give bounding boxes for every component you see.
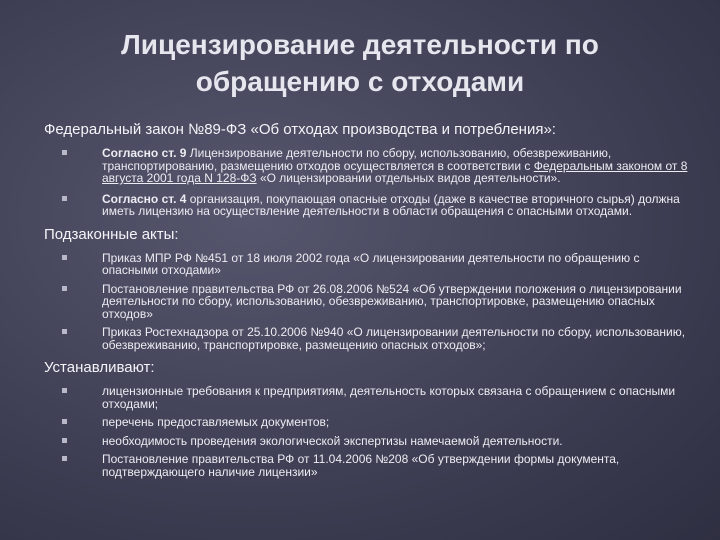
square-bullet-icon (62, 255, 67, 260)
item-text: Приказ Ростехнадзора от 25.10.2006 №940 «О лицензировании деятельности по сбору, использованию, обезвреживанию, транспортировке, размещению опасных отходов»; (102, 325, 686, 352)
list-item (44, 453, 694, 478)
item-text: Постановление правительства РФ от 11.04.2006 №208 «Об утверждении формы документа, подтверждающего наличие лицензии» (102, 452, 620, 479)
item-text: лицензионные требования к предприятиям, деятельность которых связана с обращением с опасными отходами; (102, 384, 676, 411)
list-item (44, 193, 694, 218)
slide-title (40, 26, 680, 100)
law-link[interactable]: Федеральным законом от 8 августа 2001 года N 128-ФЗ (102, 158, 688, 185)
item-text: организация, покупающая опасные отходы (даже в качестве вторичного сырья) должна иметь лицензию на осуществление деятельности в области обращения с опасными отходами. (102, 191, 680, 218)
list-item (44, 326, 694, 351)
title-line-2: обращению с отходами (195, 66, 525, 97)
title-line-1: Лицензирование деятельности по (121, 29, 599, 60)
square-bullet-icon (62, 419, 67, 424)
square-bullet-icon (62, 456, 67, 461)
list-item (44, 385, 694, 410)
list-item (44, 147, 694, 185)
item-text: Лицензирование деятельности по сбору, использованию, обезвреживанию, транспортированию, размещению отходов осуществляется в соответствии с (102, 146, 612, 173)
square-bullet-icon (62, 438, 67, 443)
square-bullet-icon (62, 388, 67, 393)
square-bullet-icon (62, 329, 67, 334)
article-ref: Согласно ст. 9 (102, 146, 187, 160)
section-heading-establish: Устанавливают: (44, 359, 155, 376)
list-item (44, 283, 694, 321)
section-heading-law: Федеральный закон №89-ФЗ «Об отходах производства и потребления»: (44, 121, 556, 138)
item-text: «О лицензировании отдельных видов деятельности». (256, 171, 561, 185)
slide-content (44, 120, 694, 478)
list-item (44, 416, 694, 429)
item-text: Приказ МПР РФ №451 от 18 июля 2002 года «О лицензировании деятельности по обращению с опасными отходами» (102, 250, 640, 277)
square-bullet-icon (62, 286, 67, 291)
list-item (44, 252, 694, 277)
article-ref: Согласно ст. 4 (102, 191, 187, 206)
requirements-list (44, 385, 694, 478)
list-item (44, 435, 694, 448)
square-bullet-icon (62, 196, 67, 201)
law-articles-list (44, 147, 694, 218)
section-heading-bylaws: Подзаконные акты: (44, 225, 179, 243)
square-bullet-icon (62, 150, 67, 155)
item-text: необходимость проведения экологической экспертизы намечаемой деятельности. (102, 433, 563, 448)
item-text: перечень предоставляемых документов; (102, 415, 330, 429)
item-text: Постановление правительства РФ от 26.08.2006 №524 «Об утверждении положения о лицензировании деятельности по сбору, использованию, обезвреживанию, транспортировке, размещению опасных отходов» (102, 281, 682, 321)
bylaws-list (44, 252, 694, 352)
